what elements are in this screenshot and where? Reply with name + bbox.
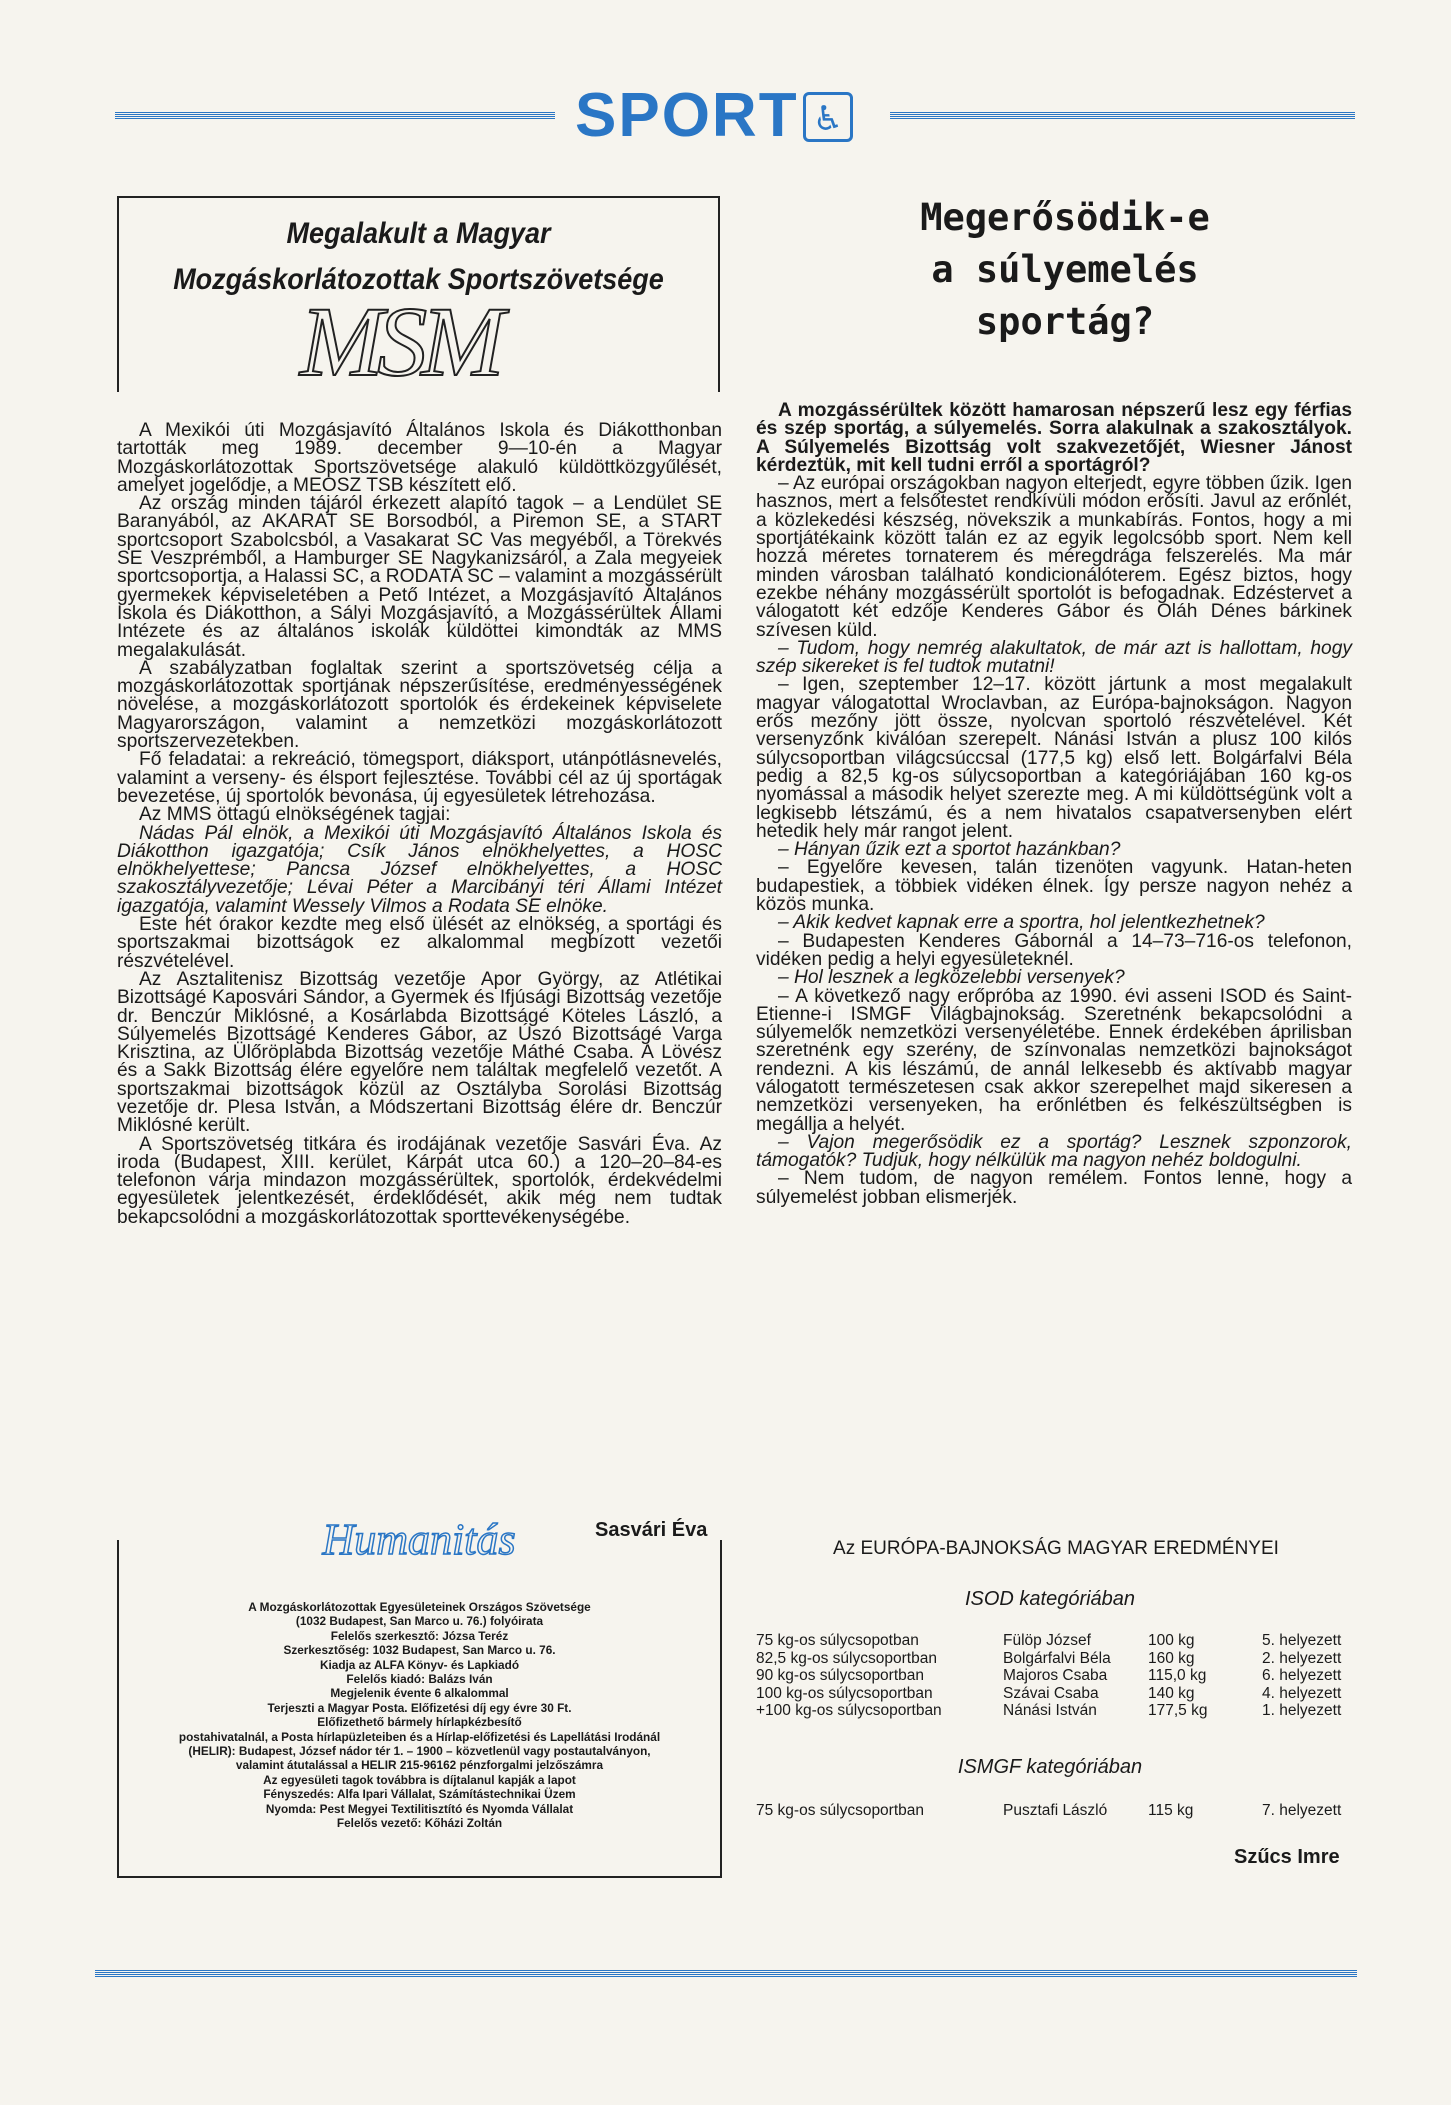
mms-logo-text: MSM — [300, 286, 499, 397]
table-row — [756, 1650, 1362, 1668]
question-paragraph: – Tudom, hogy nemrég alakultatok, de már azt is hallottam, hogy szép sikereket is fel tudtok mutatni! — [756, 637, 1352, 678]
answer-paragraph: – A következő nagy erőpróba az 1990. évi asseni ISOD és Saint-Etienne-i ISMGF Világbajnokság. Szeretnénk bekapcsolódni a súlyemelők nemzetközi versenyéletébe. Ennek érdekében áprilisban szeretnénk egy szerény, de színvonalas nemzetközi bajnokságot rendezni. A kis lészámú, de annál lelkesebb és aktívabb magyar válogatott természetesen csak akkor szerepelhet majd sikeresen a nemzetközi versenyeken, ha erőnlétben és felkészültségben is megállja a helyét. — [756, 985, 1352, 1135]
imprint-line: (1032 Budapest, San Marco u. 76.) folyóirata — [295, 1614, 544, 1629]
isod-results-table — [756, 1632, 1362, 1720]
imprint-line: A Mozgáskorlátozottak Egyesületeinek Országos Szövetsége — [248, 1600, 591, 1614]
isod-heading: ISOD kategóriában — [964, 1588, 1136, 1610]
question-paragraph: – Akik kedvet kapnak erre a sportra, hol jelentkezhetnek? — [778, 912, 1265, 934]
imprint-line: Szerkesztőség: 1032 Budapest, San Marco u. 76. — [283, 1643, 556, 1658]
imprint-line: Felelős kiadó: Balázs Iván — [346, 1672, 493, 1687]
imprint-line: Terjeszti a Magyar Posta. Előfizetési díj egy évre 30 Ft. — [267, 1700, 572, 1715]
imprint-line: Előfizethető bármely hírlapkézbesítő — [317, 1715, 522, 1730]
result: 115 kg — [1148, 1802, 1194, 1819]
athlete: Bolgárfalvi Béla — [1003, 1649, 1111, 1667]
question-paragraph: – Hányan űzik ezt a sportot hazánkban? — [778, 839, 1121, 861]
title-line-1: Megalakult a Magyar — [286, 216, 551, 250]
athlete: Pusztafi László — [1003, 1802, 1108, 1819]
result: 140 kg — [1148, 1684, 1195, 1702]
answer-paragraph: – Az európai országokban nagyon elterjedt, egyre többen űzik. Igen hasznos, mert a felsőtestet rendkívüli módon erősíti. Javul az erőnlét, a közlekedési készség, növekszik a munkabírás. Fontos, hogy a mi sportjátékaink között talán ez az egyik legolcsóbb sport. Nem kell hozzá méretes tornaterem és méregdrága felszerelés. Ma már minden városban található kondicionálóterem. Egész biztos, hogy ezekbe néhány mozgássérült sportolót is befogadnak. Edzéstervet a válogatott két edzője Kenderes Gábor és Oláh Dénes bárkinek szívesen küld. — [756, 473, 1352, 641]
question-paragraph: – Vajon megerősödik ez a sportág? Lesznek szponzorok, támogatók? Tudjuk, hogy nélkülük ma nagyon nehéz boldogulni. — [756, 1131, 1352, 1172]
results-heading: Az EURÓPA-BAJNOKSÁG MAGYAR EREDMÉNYEI — [833, 1538, 1279, 1559]
paragraph: A Mexikói úti Mozgásjavító Általános Iskola és Diákotthonban tartották meg 1989. december 9—10-én a Magyar Mozgáskorlátozottak Sportszövetsége alakuló küldöttközgyűlését, amelyet jogelődje, a MEOSZ TSB készített elő. — [117, 420, 722, 496]
weight-class: 90 kg-os súlycsoportban — [756, 1667, 925, 1684]
weight-class: +100 kg-os súlycsoportban — [756, 1702, 942, 1719]
result: 177,5 kg — [1148, 1702, 1208, 1719]
mms-logo — [300, 286, 550, 397]
paragraph: Az ország minden tájáról érkezett alapító tagok – a Lendület SE Baranyából, az AKARAT SE Borsodból, a Piremon SE, a START sportcsoport Szabolcsból, a Vasakarat SC Vas megyéből, a Törekvés SE Veszprémből, a Hamburger SE Nagykanizsáról, a Zala megyeiek sportcsoportja, a Halassi SC, a RODATA SC – valamint a mozgássérült gyermekek képviseletében a Pető Intézet, a Mozgásjavító Általános Iskola és Diákotthon, a Sályi Mozgásjavító, a Mozgássérültek Állami Intézete és az általános iskolák küldöttei kimondták az MMS megalakulását. — [117, 493, 722, 661]
result: 100 kg — [1148, 1632, 1195, 1649]
table-row — [756, 1632, 1362, 1650]
result: 160 kg — [1148, 1649, 1195, 1667]
table-row — [756, 1802, 1362, 1820]
table-row — [756, 1702, 1362, 1720]
answer-paragraph: – Budapesten Kenderes Gábornál a 14–73–716-os telefonon, vidéken pedig a helyi egyesületeknél. — [756, 930, 1352, 970]
answer-paragraph: – Igen, szeptember 12–17. között jártunk a most megalakult magyar válogatottal Wroclavban, az Európa-bajnokságon. Nagyon erős mezőny jött össze, nyolcvan sportoló részvételével. Két versenyzőnk kiválóan szerepelt. Nánási István a plusz 100 kilós súlycsoportban világcsúccsal (177,5 kg) első lett. Bolgárfalvi Béla pedig a 82,5 kg-os súlycsoportban a kategóriájában 160 kg-os nyomással a második helyet szerezte meg. A mi küldöttségünk volt a legkisebb létszámú, és a nem hivatalos csapatversenyben elért hetedik hely már rangot jelent. — [756, 674, 1352, 842]
athlete: Szávai Csaba — [1003, 1684, 1099, 1702]
paragraph: Az MMS öttagú elnökségének tagjai: — [139, 804, 451, 826]
imprint-line: postahivatalnál, a Posta hírlapüzleteiben és a Hírlap-előfizetési és Lapellátási Irodánál — [178, 1729, 661, 1744]
placement: 2. helyezett — [1262, 1649, 1342, 1667]
weight-class: 82,5 kg-os súlycsoportban — [756, 1649, 937, 1667]
humanitas-logo: Humanitás — [309, 1514, 529, 1566]
ismgf-heading: ISMGF kategóriában — [957, 1756, 1143, 1778]
title-line-2: a súlyemelés — [931, 248, 1199, 291]
placement: 4. helyezett — [1262, 1684, 1342, 1702]
imprint-line: Megjelenik évente 6 alkalommal — [330, 1686, 509, 1701]
imprint-line: Az egyesületi tagok továbbra is díjtalanul kapják a lapot — [263, 1772, 576, 1787]
paragraph: Nádas Pál elnök, a Mexikói úti Mozgásjavító Általános Iskola és Diákotthon igazgatója; Csík János elnökhelyettes, a HOSC elnökhelyettese; Pancsa József elnökhelyettes, a HOSC szakosztályvezetője; Lévai Péter a Marcibányi téri Állami Intézet igazgatója, valamint Wessely Vilmos a Rodata SE elnöke. — [117, 822, 722, 917]
imprint-line: Kiadja az ALFA Könyv- és Lapkiadó — [319, 1657, 520, 1672]
paragraph: A szabályzatban foglaltak szerint a sportszövetség célja a mozgáskorlátozottak sportjának népszerűsítése, eredményességének növelése, a mozgáskorlátozott sportolók és érdekeinek képviselete Magyarországon, valamint a nemzetközi mozgáskorlátozott sportszervezetekben. — [117, 657, 722, 753]
athlete: Nánási István — [1003, 1702, 1097, 1719]
right-article-title — [770, 192, 1360, 348]
answer-paragraph: – Egyelőre kevesen, talán tizenöten vagyunk. Hatan-heten budapestiek, a többiek vidéken élnek. Így persze nagyon nehéz a közös munka. — [756, 857, 1352, 916]
athlete: Fülöp József — [1003, 1632, 1091, 1649]
weight-class: 100 kg-os súlycsoportban — [756, 1684, 933, 1702]
wheelchair-icon: ♿ — [803, 92, 853, 142]
imprint-text — [119, 1600, 720, 1831]
table-row — [756, 1685, 1362, 1703]
paragraph: Fő feladatai: a rekreáció, tömegsport, diáksport, utánpótlásnevelés, valamint a verseny- és élsport fejlesztése. További cél az új sportágak bevezetése, új sportolók bevonása, új egyesületek létrehozása. — [117, 749, 722, 807]
title-line-2: Mozgáskorlátozottak Sportszövetsége — [173, 262, 664, 296]
placement: 1. helyezett — [1262, 1702, 1342, 1719]
paragraph: Az Asztalitenisz Bizottság vezetője Apor György, az Atlétikai Bizottságé Kaposvári Sándor, a Gyermek és Ifjúsági Bizottság vezetője dr. Benczúr Miklósné, a Kosárlabda Bizottságé Köteles László, a Súlyemelés Bizottságé Kenderes Gábor, az Úszó Bizottságé Varga Krisztina, az Ülőröplabda Bizottság vezetője Máthé Csaba. A Lövész és a Sakk Bizottság élére egyelőre nem találtak megfelelő vezetőt. A sportszakmai bizottságok közül az Osztályba Sorolási Bizottság vezetője dr. Plesa István, a Módszertani Bizottság élére dr. Benczúr Miklósné került. — [117, 968, 722, 1137]
result: 115,0 kg — [1148, 1667, 1207, 1684]
right-article-body — [756, 402, 1352, 1207]
table-row — [756, 1667, 1362, 1685]
left-author: Sasvári Éva — [595, 1519, 708, 1541]
imprint-line: (HELIR): Budapest, József nádor tér 1. – 1900 – közvetlenül vagy postautalványon, — [188, 1744, 651, 1759]
imprint-line: Fényszedés: Alfa Ipari Vállalat, Számítástechnikai Üzem — [263, 1787, 576, 1802]
placement: 5. helyezett — [1262, 1632, 1342, 1649]
left-article-body — [117, 422, 722, 1227]
section-header — [115, 80, 1355, 152]
placement: 7. helyezett — [1262, 1802, 1342, 1819]
question-paragraph: – Hol lesznek a legközelebbi versenyek? — [778, 967, 1125, 989]
lead-paragraph: A mozgássérültek között hamarosan népszerű lesz egy férfias és szép sportág, a súlyemelés. Sorra alakulnak a szakosztályok. A Súlyemelés Bizottság volt szakvezetőjét, Wiesner Jánost kérdeztük, mit kell tudni erről a sportágról? — [756, 400, 1352, 476]
section-title: SPORT — [575, 81, 799, 150]
answer-paragraph: – Nem tudom, de nagyon remélem. Fontos lenne, hogy a súlyemelést jobban elismerjék. — [756, 1168, 1352, 1208]
title-line-3: sportág? — [975, 300, 1155, 343]
title-line-1: Megerősödik-e — [920, 196, 1210, 239]
paragraph: A Sportszövetség titkára és irodájának vezetője Sasvári Éva. Az iroda (Budapest, XIII. kerület, Kárpát utca 60.) a 120–20–84-es telefonon várja mindazon mozgássérültek, sportolók, érdekvédelmi egyesületek jelentkezését, érdeklődését, akik még nem tudtak bekapcsolódni a mozgáskorlátozottak sporttevékenységébe. — [117, 1133, 722, 1228]
placement: 6. helyezett — [1262, 1667, 1342, 1684]
imprint-line: valamint átutalással a HELIR 215-96162 pénzforgalmi jelzőszámra — [235, 1758, 604, 1773]
header-rule-left — [115, 112, 555, 119]
weight-class: 75 kg-os súlycsopotban — [756, 1632, 919, 1649]
weight-class: 75 kg-os súlycsoportban — [756, 1802, 925, 1819]
bottom-rule — [95, 1970, 1357, 1978]
ismgf-results-table — [756, 1802, 1362, 1820]
athlete: Majoros Csaba — [1003, 1667, 1108, 1684]
imprint-line: Nyomda: Pest Megyei Textilitisztító és Nyomda Vállalat — [265, 1801, 574, 1816]
paragraph: Este hét órakor kezdte meg első ülését az elnökség, a sportági és sportszakmai bizottságok ez alkalommal megbízott vezetői részvételével. — [117, 914, 722, 972]
imprint-line: Felelős szerkesztő: Józsa Teréz — [330, 1628, 509, 1643]
imprint-line: Felelős vezető: Kőházi Zoltán — [336, 1816, 503, 1831]
header-rule-right — [890, 112, 1355, 119]
right-author: Szűcs Imre — [1234, 1846, 1340, 1868]
